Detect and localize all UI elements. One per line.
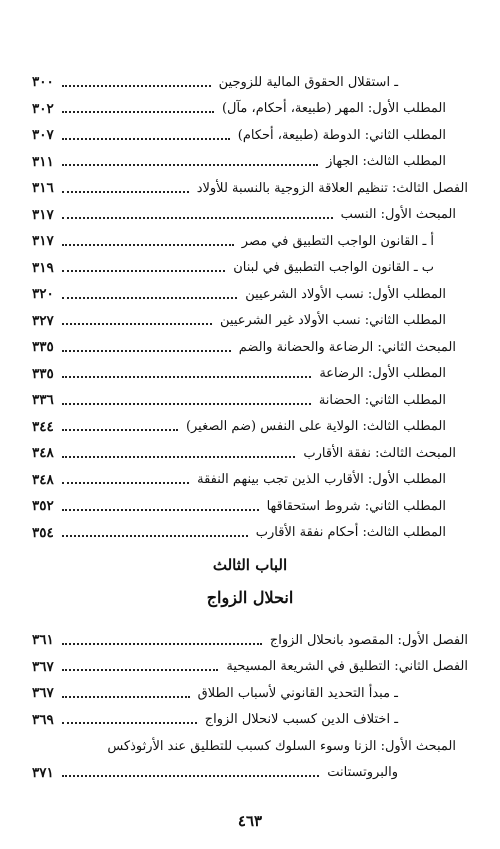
toc-entry bbox=[32, 382, 468, 409]
dot-leader bbox=[62, 509, 259, 511]
toc-entry-title: المطلب الأول: الأقارب الذين تجب بينهم النفقة bbox=[197, 472, 446, 488]
toc-entry bbox=[32, 303, 468, 330]
toc-entry-title: المبحث الثالث: نفقة الأقارب bbox=[303, 445, 456, 461]
toc-entry bbox=[32, 64, 468, 91]
toc-entry bbox=[32, 462, 468, 489]
toc-entry-title: المطلب الثالث: الولاية على النفس (ضم الصغير) bbox=[185, 419, 446, 435]
toc-entry bbox=[32, 91, 468, 118]
toc-entry-page: ٣٠٧ bbox=[32, 127, 54, 144]
toc-entry bbox=[32, 144, 468, 171]
toc-entry-page: ٣٣٦ bbox=[32, 392, 54, 409]
part-name: انحلال الزواج bbox=[206, 588, 294, 607]
toc-entry-page: ٣١٧ bbox=[32, 233, 54, 250]
toc-entry bbox=[32, 117, 468, 144]
toc-entry-title: المطلب الثاني: شروط استحقاقها bbox=[266, 498, 446, 514]
dot-leader bbox=[62, 111, 214, 113]
toc-entry-page: ٣٣٥ bbox=[32, 339, 54, 356]
dot-leader bbox=[62, 535, 248, 537]
toc-entry-page: ٣١١ bbox=[32, 153, 54, 170]
page-number: ٤٦٣ bbox=[237, 812, 263, 830]
toc-entry bbox=[32, 356, 468, 383]
toc-entry-page: ٣١٧ bbox=[32, 206, 54, 223]
toc-entry-page: ٣٣٥ bbox=[32, 365, 54, 382]
toc-entry-page: ٣٦١ bbox=[32, 632, 54, 649]
dot-leader bbox=[62, 217, 333, 219]
toc-entry-title: المبحث الأول: الزنا وسوء السلوك كسبب للتطليق عند الأرثوذكس bbox=[107, 738, 456, 754]
toc-entry-page: ٣٥٤ bbox=[32, 524, 54, 541]
toc-entry-title: المطلب الثاني: نسب الأولاد غير الشرعيين bbox=[220, 313, 446, 329]
toc-entry-title: ـ اختلاف الدين كسبب لانحلال الزواج bbox=[204, 712, 398, 728]
toc-entry bbox=[32, 649, 468, 676]
toc-entry bbox=[32, 329, 468, 356]
dot-leader bbox=[62, 297, 237, 299]
dot-leader bbox=[62, 191, 189, 193]
toc-entry-title: ـ استقلال الحقوق المالية للزوجين bbox=[218, 74, 398, 90]
toc-entry-title: الفصل الثاني: التطليق في الشريعة المسيحية bbox=[226, 659, 468, 675]
toc-entry-page: ٣٠٠ bbox=[32, 74, 54, 91]
dot-leader bbox=[62, 482, 189, 484]
dot-leader bbox=[62, 643, 262, 645]
dot-leader bbox=[62, 323, 212, 325]
toc-entry bbox=[32, 435, 468, 462]
toc-entry-title: ـ مبدأ التحديد القانوني لأسباب الطلاق bbox=[197, 685, 398, 701]
toc-section-top bbox=[32, 64, 468, 541]
dot-leader bbox=[62, 85, 211, 87]
toc-entry-title: المطلب الأول: المهر (طبيعة، أحكام، مآل) bbox=[221, 101, 446, 117]
toc-entry-page: ٣٤٤ bbox=[32, 418, 54, 435]
toc-entry bbox=[32, 250, 468, 277]
dot-leader bbox=[62, 164, 318, 166]
toc-entry-title: المبحث الأول: النسب bbox=[340, 207, 456, 223]
toc-entry-page: ٣٧١ bbox=[32, 764, 54, 781]
toc-entry-page: ٣٥٢ bbox=[32, 498, 54, 515]
dot-leader bbox=[62, 722, 197, 724]
dot-leader bbox=[62, 244, 234, 246]
toc-entry-title: المطلب الأول: الرضاعة bbox=[319, 366, 446, 382]
toc-entry bbox=[32, 702, 468, 729]
toc-entry-page: ٣٤٨ bbox=[32, 471, 54, 488]
toc-entry bbox=[32, 515, 468, 542]
toc-entry-title: الفصل الثالث: تنظيم العلاقة الزوجية بالنسبة للأولاد bbox=[196, 180, 468, 196]
dot-leader bbox=[62, 138, 230, 140]
dot-leader bbox=[62, 376, 312, 378]
toc-entry-page: ٣٠٢ bbox=[32, 100, 54, 117]
toc-entry bbox=[32, 276, 468, 303]
toc-entry-title: ب ـ القانون الواجب التطبيق في لبنان bbox=[233, 260, 434, 276]
toc-entry-page: ٣٢٧ bbox=[32, 312, 54, 329]
toc-entry-title: المطلب الأول: نسب الأولاد الشرعيين bbox=[245, 286, 446, 302]
toc-entry-title: أ ـ القانون الواجب التطبيق في مصر bbox=[241, 233, 434, 249]
dot-leader bbox=[62, 456, 296, 458]
dot-leader bbox=[62, 403, 311, 405]
dot-leader bbox=[62, 429, 178, 431]
toc-entry-page: ٣٦٩ bbox=[32, 711, 54, 728]
dot-leader bbox=[62, 669, 219, 671]
toc-entry-page: ٣٢٠ bbox=[32, 286, 54, 303]
toc-entry bbox=[32, 488, 468, 515]
toc-entry bbox=[32, 675, 468, 702]
toc-entry bbox=[32, 622, 468, 649]
dot-leader bbox=[62, 350, 231, 352]
toc-entry-title: المبحث الثاني: الرضاعة والحضانة والضم bbox=[238, 339, 456, 355]
toc-entry bbox=[32, 728, 468, 755]
toc-entry bbox=[32, 755, 468, 782]
dot-leader bbox=[62, 270, 225, 272]
toc-entry-title: الفصل الأول: المقصود بانحلال الزواج bbox=[269, 632, 468, 648]
dot-leader bbox=[62, 696, 190, 698]
toc-entry bbox=[32, 197, 468, 224]
toc-entry bbox=[32, 409, 468, 436]
dot-leader bbox=[62, 775, 320, 777]
toc-section-bottom bbox=[32, 622, 468, 781]
toc-entry-title: والبروتستانت bbox=[327, 765, 398, 781]
toc-entry-page: ٣٦٧ bbox=[32, 658, 54, 675]
toc-entry-title: المطلب الثاني: الحضانة bbox=[318, 392, 446, 408]
toc-entry-page: ٣١٩ bbox=[32, 259, 54, 276]
toc-entry-page: ٣٦٧ bbox=[32, 685, 54, 702]
toc-entry bbox=[32, 170, 468, 197]
toc-entry-page: ٣٤٨ bbox=[32, 445, 54, 462]
toc-entry-page: ٣١٦ bbox=[32, 180, 54, 197]
part-label: الباب الثالث bbox=[212, 556, 288, 574]
toc-entry bbox=[32, 223, 468, 250]
toc-entry-title: المطلب الثالث: الجهاز bbox=[326, 154, 446, 170]
toc-entry-title: المطلب الثالث: أحكام نفقة الأقارب bbox=[255, 525, 446, 541]
toc-entry-title: المطلب الثاني: الدوطة (طبيعة، أحكام) bbox=[237, 127, 446, 143]
